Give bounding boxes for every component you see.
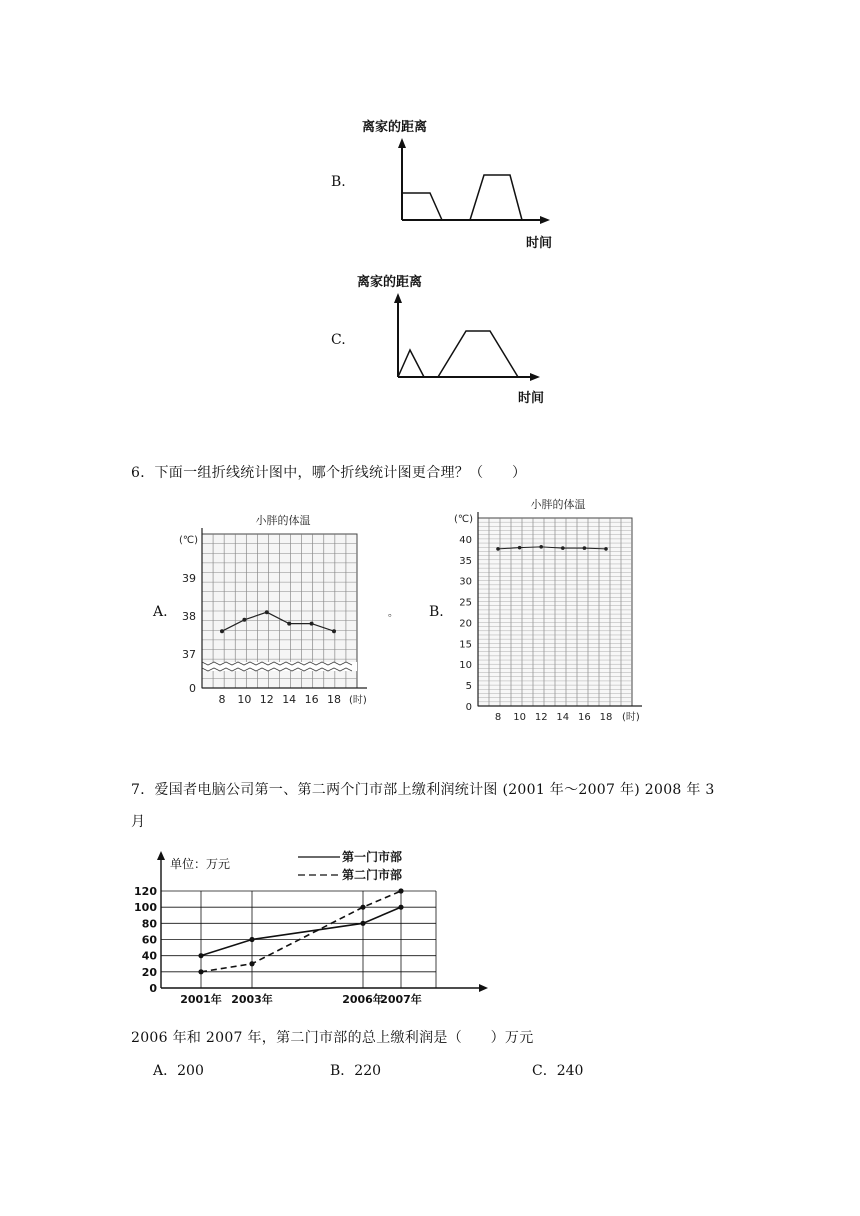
option-c-distance-graph: [386, 290, 556, 390]
q7-option-c[interactable]: [532, 1060, 583, 1080]
q7-option-a-letter: A．: [153, 1063, 178, 1079]
y-tick-label: 20: [459, 618, 472, 630]
x-tick-label: 8: [494, 712, 502, 723]
x-tick-label: 16: [578, 712, 591, 723]
segment-2: [470, 175, 522, 220]
data-point: [360, 921, 365, 926]
question-7-text-line2: 月: [131, 814, 146, 830]
q7-option-c-letter: C．: [532, 1063, 557, 1079]
data-point: [242, 618, 246, 622]
x-tick-label: 2007年: [380, 993, 422, 1006]
q7-option-a[interactable]: [153, 1060, 204, 1080]
y-tick-label: 5: [465, 681, 472, 693]
data-point: [398, 888, 403, 893]
question-7-sub-question: 2006 年和 2007 年，第二门市部的总上缴利润是（ ）万元: [131, 1030, 534, 1046]
q7-option-b[interactable]: [330, 1060, 381, 1080]
x-tick-label: 2001年: [180, 993, 222, 1006]
y-tick-label: 25: [459, 597, 472, 609]
y-tick-label: 35: [459, 555, 472, 567]
x-axis-unit: (时): [349, 695, 367, 706]
data-point: [198, 953, 203, 958]
x-tick-label: 18: [327, 693, 341, 706]
q7-option-c-value: 240: [556, 1063, 584, 1079]
x-tick-label: 12: [259, 693, 274, 706]
data-point: [518, 546, 522, 550]
segment-2: [438, 331, 518, 377]
y-axis-arrow: [394, 293, 402, 303]
question-6-text: 6．下面一组折线统计图中，哪个折线统计图更合理？（ ）: [131, 465, 527, 481]
axis-break-band: [202, 662, 357, 671]
series-line-1: [201, 907, 401, 956]
unit-label: 单位：万元: [170, 857, 231, 871]
x-tick-label: 10: [513, 712, 526, 723]
option-b-distance-graph: [390, 136, 560, 236]
y-tick-label: 38: [182, 610, 196, 623]
data-point: [249, 937, 254, 942]
data-point: [220, 629, 224, 633]
data-point: [539, 545, 543, 549]
data-point: [604, 547, 608, 551]
segment-1: [398, 350, 424, 377]
legend-series-1: 第一门市部: [342, 850, 403, 864]
y-tick-label: 20: [141, 965, 157, 979]
data-point: [265, 610, 269, 614]
y-tick-label: 60: [141, 933, 157, 947]
q7-option-b-value: 220: [354, 1063, 382, 1079]
data-point: [249, 961, 254, 966]
option-c-letter: C.: [331, 332, 346, 348]
separator-dot: 。: [388, 608, 398, 619]
x-axis-arrow: [530, 373, 540, 381]
x-tick-label: 10: [237, 693, 252, 706]
y-tick-label: 120: [134, 885, 157, 898]
x-tick-label: 8: [218, 693, 226, 706]
y-tick-label: 0: [465, 702, 472, 713]
y-tick-label: 100: [134, 901, 157, 915]
y-axis-arrow: [398, 138, 406, 148]
y-tick-label: 30: [459, 576, 472, 588]
question-7-text-line1: 7．爱国者电脑公司第一、第二两个门市部上缴利润统计图 (2001 年～2007 年) 2008 年 3: [131, 782, 715, 798]
data-point: [561, 546, 565, 550]
option-b-letter: B.: [331, 174, 346, 190]
y-axis-arrow: [157, 851, 165, 860]
segment-1: [402, 193, 442, 220]
y-tick-label: 10: [459, 660, 472, 672]
data-point: [496, 547, 500, 551]
profit-line-chart: [128, 845, 498, 1010]
y-tick-label: 40: [141, 949, 157, 963]
y-axis-unit: (℃): [454, 514, 474, 525]
temperature-chart-a: [177, 510, 372, 710]
data-point: [332, 629, 336, 633]
option-b-ylabel: 离家的距离: [362, 120, 428, 135]
series-line-2: [201, 891, 401, 972]
y-tick-label: 40: [459, 534, 472, 546]
y-axis-unit: (℃): [179, 535, 199, 546]
data-point: [583, 546, 587, 550]
y-tick-label: 39: [182, 572, 196, 585]
x-axis-arrow: [540, 216, 550, 224]
data-point: [310, 622, 314, 626]
legend-series-2: 第二门市部: [342, 868, 403, 882]
x-tick-label: 2003年: [231, 993, 273, 1006]
q7-option-b-letter: B．: [330, 1063, 355, 1079]
x-axis-arrow: [479, 984, 488, 992]
x-tick-label: 14: [556, 712, 570, 723]
y-tick-label: 0: [149, 982, 157, 995]
y-tick-label: 37: [182, 648, 196, 661]
x-tick-label: 12: [534, 712, 548, 723]
data-point: [287, 622, 291, 626]
option-c-xlabel: 时间: [518, 391, 545, 406]
x-tick-label: 16: [304, 693, 319, 706]
option-b-xlabel: 时间: [526, 236, 553, 251]
chart-title: 小胖的体温: [255, 514, 311, 527]
q6-option-b-letter: B.: [429, 604, 444, 620]
data-point: [198, 969, 203, 974]
y-tick-label: 15: [459, 639, 472, 651]
q7-option-a-value: 200: [177, 1063, 204, 1079]
x-tick-label: 14: [282, 693, 297, 706]
data-point: [360, 905, 365, 910]
x-tick-label: 2006年: [342, 993, 384, 1006]
x-axis-unit: (时): [622, 712, 640, 723]
data-point: [398, 905, 403, 910]
temperature-chart-b: [452, 494, 647, 726]
y-tick-label: 0: [189, 682, 196, 695]
x-tick-label: 18: [599, 712, 613, 723]
chart-title: 小胖的体温: [530, 498, 586, 511]
option-c-ylabel: 离家的距离: [357, 275, 423, 290]
q6-option-a-letter: A.: [153, 604, 168, 620]
y-tick-label: 80: [141, 917, 157, 931]
